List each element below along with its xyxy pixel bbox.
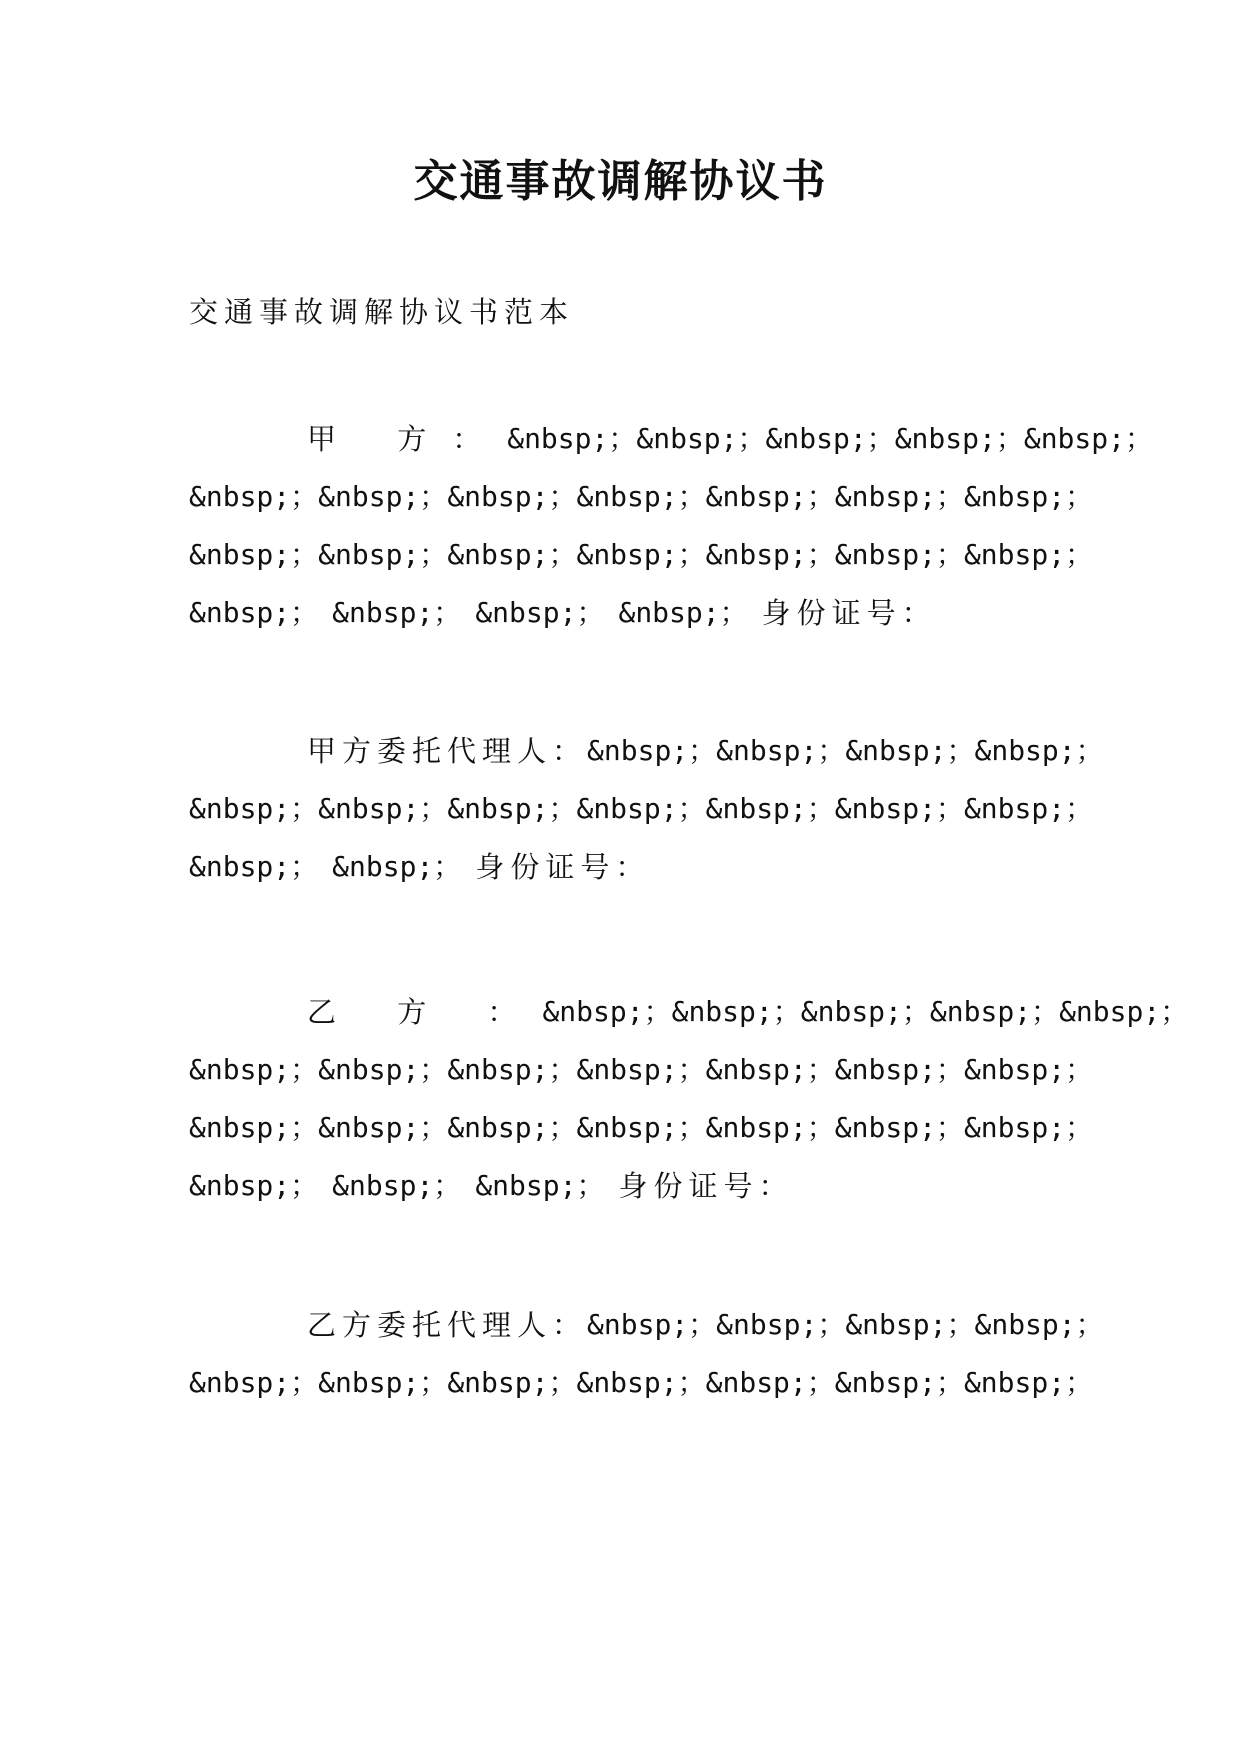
nbsp-token: &nbsp;； bbox=[576, 480, 706, 513]
nbsp-token: &nbsp;； bbox=[587, 1308, 717, 1341]
paragraph-line bbox=[189, 468, 1094, 526]
paragraph-line bbox=[189, 983, 1189, 1041]
nbsp-token: &nbsp;； bbox=[974, 734, 1104, 767]
nbsp-token: &nbsp;； bbox=[189, 596, 319, 629]
nbsp-token: &nbsp;； bbox=[963, 1053, 1094, 1086]
document-subtitle: 交通事故调解协议书范本 bbox=[189, 295, 575, 329]
nbsp-token: &nbsp;； bbox=[447, 480, 577, 513]
nbsp-token: &nbsp;； bbox=[576, 792, 706, 825]
nbsp-token: &nbsp;； bbox=[318, 1053, 448, 1086]
party-a-agent-block bbox=[189, 722, 1104, 896]
nbsp-token: &nbsp;； bbox=[447, 1111, 577, 1144]
nbsp-token: &nbsp;； bbox=[189, 480, 319, 513]
nbsp-token: &nbsp;； bbox=[705, 1053, 835, 1086]
nbsp-token: &nbsp;； bbox=[929, 995, 1060, 1028]
nbsp-token: &nbsp;； bbox=[576, 538, 706, 571]
nbsp-token: &nbsp;； bbox=[963, 538, 1094, 571]
nbsp-token: &nbsp;； bbox=[576, 1111, 706, 1144]
nbsp-token: &nbsp;； bbox=[447, 538, 577, 571]
nbsp-token: &nbsp;； bbox=[705, 792, 835, 825]
paragraph-line bbox=[189, 780, 1094, 838]
nbsp-token: &nbsp;； bbox=[189, 1053, 319, 1086]
nbsp-token: &nbsp;； bbox=[318, 1366, 448, 1399]
paragraph-line bbox=[189, 1157, 1053, 1215]
nbsp-token: &nbsp;； bbox=[963, 792, 1094, 825]
nbsp-token: &nbsp;； bbox=[974, 1308, 1104, 1341]
nbsp-token: &nbsp;； bbox=[318, 480, 448, 513]
nbsp-token: &nbsp;； bbox=[716, 1308, 846, 1341]
nbsp-token: &nbsp;； bbox=[800, 995, 930, 1028]
party-b-block bbox=[189, 983, 1189, 1215]
nbsp-token: &nbsp;； bbox=[845, 734, 975, 767]
nbsp-token: &nbsp;； bbox=[189, 792, 319, 825]
nbsp-token: &nbsp;； bbox=[765, 422, 895, 455]
nbsp-token: &nbsp;； bbox=[1023, 422, 1153, 455]
party-label: 乙方委托代理人： bbox=[307, 1308, 588, 1342]
paragraph-line bbox=[189, 584, 1053, 642]
nbsp-token: &nbsp;； bbox=[618, 596, 748, 629]
paragraph-line bbox=[189, 722, 1104, 780]
nbsp-token: &nbsp;； bbox=[834, 480, 964, 513]
id-number-label: 身份证号： bbox=[618, 1169, 794, 1203]
nbsp-token: &nbsp;； bbox=[705, 538, 835, 571]
nbsp-token: &nbsp;； bbox=[834, 1366, 964, 1399]
nbsp-token: &nbsp;； bbox=[318, 792, 448, 825]
nbsp-token: &nbsp;； bbox=[834, 1111, 964, 1144]
nbsp-token: &nbsp;； bbox=[834, 792, 964, 825]
party-label: 甲 方： bbox=[307, 422, 508, 456]
party-label: 乙 方 ： bbox=[307, 995, 543, 1029]
nbsp-token: &nbsp;； bbox=[834, 1053, 964, 1086]
nbsp-token: &nbsp;； bbox=[716, 734, 846, 767]
party-label: 甲方委托代理人： bbox=[307, 734, 588, 768]
paragraph-line bbox=[189, 838, 1053, 896]
paragraph-line bbox=[189, 1041, 1094, 1099]
nbsp-token: &nbsp;； bbox=[587, 734, 717, 767]
party-b-agent-block bbox=[189, 1296, 1104, 1412]
nbsp-token: &nbsp;； bbox=[1059, 995, 1189, 1028]
id-number-label: 身份证号： bbox=[761, 596, 937, 630]
nbsp-token: &nbsp;； bbox=[447, 792, 577, 825]
nbsp-token: &nbsp;； bbox=[894, 422, 1024, 455]
nbsp-token: &nbsp;； bbox=[332, 850, 462, 883]
nbsp-token: &nbsp;； bbox=[705, 1366, 835, 1399]
nbsp-token: &nbsp;； bbox=[705, 1111, 835, 1144]
nbsp-token: &nbsp;； bbox=[447, 1053, 577, 1086]
nbsp-token: &nbsp;； bbox=[447, 1366, 577, 1399]
nbsp-token: &nbsp;； bbox=[705, 480, 835, 513]
nbsp-token: &nbsp;； bbox=[834, 538, 964, 571]
nbsp-token: &nbsp;； bbox=[318, 538, 448, 571]
nbsp-token: &nbsp;； bbox=[189, 850, 319, 883]
nbsp-token: &nbsp;； bbox=[332, 1169, 462, 1202]
nbsp-token: &nbsp;； bbox=[963, 1366, 1094, 1399]
paragraph-line bbox=[189, 1099, 1094, 1157]
nbsp-token: &nbsp;； bbox=[636, 422, 766, 455]
nbsp-token: &nbsp;； bbox=[189, 1366, 319, 1399]
nbsp-token: &nbsp;； bbox=[318, 1111, 448, 1144]
nbsp-token: &nbsp;； bbox=[189, 538, 319, 571]
document-title: 交通事故调解协议书 bbox=[413, 156, 828, 207]
id-number-label: 身份证号： bbox=[475, 850, 651, 884]
nbsp-token: &nbsp;； bbox=[475, 596, 605, 629]
nbsp-token: &nbsp;； bbox=[475, 1169, 605, 1202]
paragraph-line bbox=[189, 410, 1153, 468]
nbsp-token: &nbsp;； bbox=[332, 596, 462, 629]
paragraph-line bbox=[189, 1354, 1094, 1412]
nbsp-token: &nbsp;； bbox=[507, 422, 637, 455]
nbsp-token: &nbsp;； bbox=[963, 1111, 1094, 1144]
party-a-block bbox=[189, 410, 1153, 642]
nbsp-token: &nbsp;； bbox=[671, 995, 801, 1028]
paragraph-line bbox=[189, 1296, 1104, 1354]
nbsp-token: &nbsp;； bbox=[576, 1053, 706, 1086]
paragraph-line bbox=[189, 526, 1094, 584]
nbsp-token: &nbsp;； bbox=[189, 1111, 319, 1144]
nbsp-token: &nbsp;； bbox=[845, 1308, 975, 1341]
nbsp-token: &nbsp;； bbox=[963, 480, 1094, 513]
nbsp-token: &nbsp;； bbox=[542, 995, 672, 1028]
nbsp-token: &nbsp;； bbox=[576, 1366, 706, 1399]
nbsp-token: &nbsp;； bbox=[189, 1169, 319, 1202]
